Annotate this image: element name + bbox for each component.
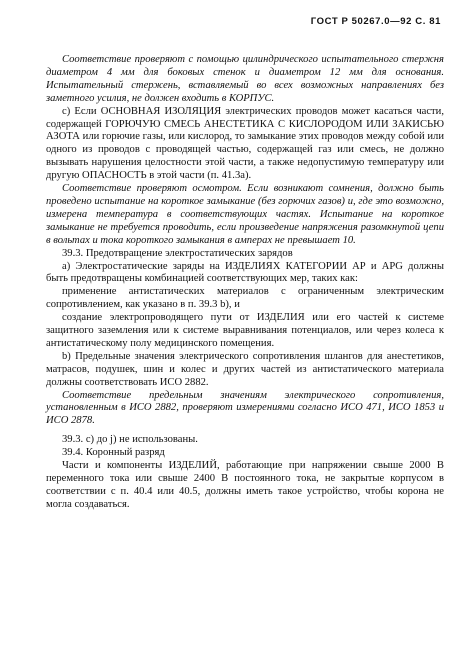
paragraph-corona-requirements: Части и компоненты ИЗДЕЛИЙ, работающие при напряжении свыше 2000 В переменного тока или свыше 2400 В постоянного тока, не закрытые корпусом в соответствии с п. 40.4 или 40.5, должны иметь такое устройство, чтобы корона не могла создаваться.: [46, 460, 444, 510]
paragraph-compliance-resistance: Соответствие предельным значениям электрического сопротивления, установленным в ИСО 2882, проверяют измерениями согласно ИСО 471, ИСО 1853 и ИСО 2878.: [46, 389, 444, 427]
paragraph-item-c-insulation: с) Если ОСНОВНАЯ ИЗОЛЯЦИЯ электрических проводов может касаться части, содержащей ГОРЮЧУЮ СМЕСЬ АНЕСТЕТИКА С КИСЛОРОДОМ ИЛИ ЗАКИСЬЮ АЗОТА или горючие газы, или кислород, то замыкание этих проводов между собой или одного из проводов с проводящей частью, содержащей газ или смесь, не должно вызывать нарушения целостности этой части, а также недопустимую температуру или другую ОПАСНОСТЬ в этой части (п. 41.3а).: [46, 105, 444, 182]
paragraph-conductive-path: создание электропроводящего пути от ИЗДЕЛИЯ или его частей к системе защитного заземления или к системе выравнивания потенциалов, или через колеса к антистатическому полу медицинского помещения.: [46, 312, 444, 349]
section-heading-39-3: 39.3. Предотвращение электростатических зарядов: [62, 247, 293, 259]
paragraph-compliance-test-rod: Соответствие проверяют с помощью цилиндрического испытательного стержня диаметром 4 мм для боковых стенок и диаметром 12 мм для основания. Испытательный стержень, вставляемый во всех возможных направлениях без заметного усилия, не должен входить в КОРПУС.: [46, 54, 444, 104]
paragraph-item-b-resistance: b) Предельные значения электрического сопротивления шлангов для анестетиков, матрасов, подушек, шин и колес и других частей из антистатического материала должны соответствовать ИСО 2882.: [46, 350, 444, 388]
paragraph-antistatic-materials: применение антистатических материалов с ограниченным электрическим сопротивлением, как указано в п. 39.3 b), и: [46, 286, 444, 311]
paragraph-compliance-inspection: Соответствие проверяют осмотром. Если возникают сомнения, должно быть проведено испытание на короткое замыкание (без горючих газов) и, где это возможно, измерена температура в соответствующих частях. Испытание на короткое замыкание не требуется проводить, если произведение напряжения разомкнутой цепи в вольтах и тока короткого замыкания в амперах не превышает 10.: [46, 183, 444, 246]
section-heading-39-4: 39.4. Коронный разряд: [62, 447, 165, 459]
paragraph-item-a-static: а) Электростатические заряды на ИЗДЕЛИЯХ КАТЕГОРИИ АР и APG должны быть предотвращены комбинацией соответствующих мер, таких как:: [46, 260, 444, 285]
document-body: [46, 54, 444, 512]
page-header: ГОСТ Р 50267.0—92 С. 81: [310, 16, 441, 27]
paragraph-not-used: 39.3. c) до j) не использованы.: [62, 434, 198, 446]
